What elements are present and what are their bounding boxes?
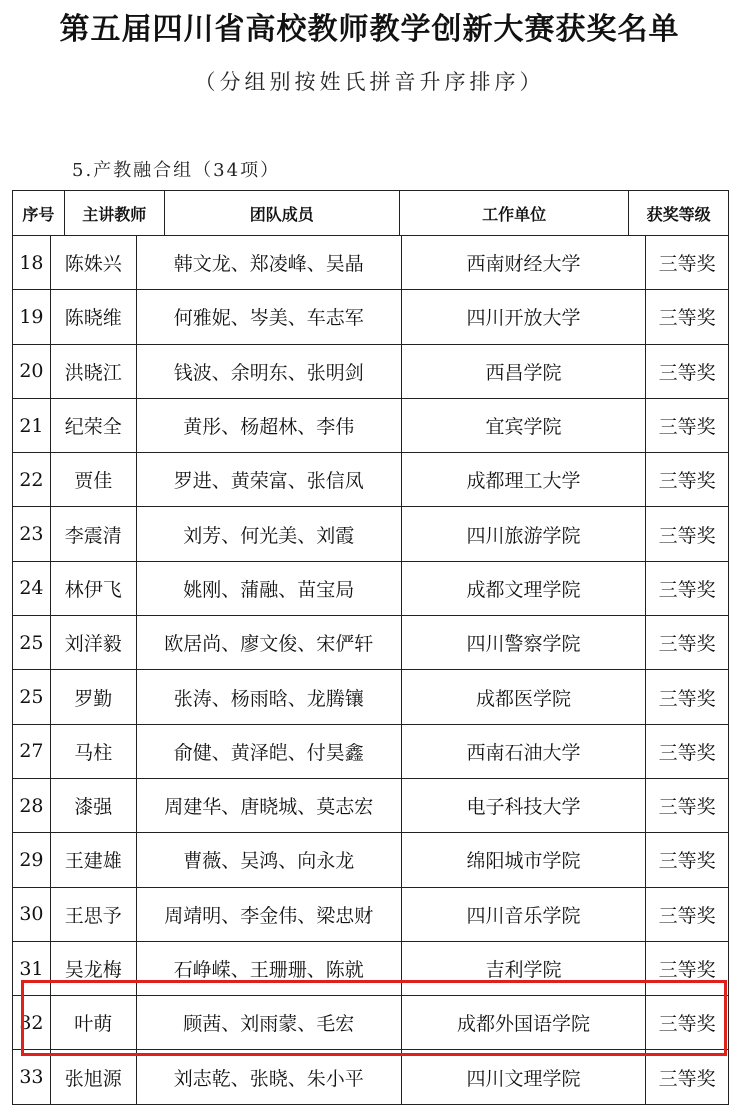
row-number: 23 xyxy=(13,507,51,560)
table-row xyxy=(13,725,728,779)
row-unit: 成都文理学院 xyxy=(402,562,646,615)
row-teacher: 王建雄 xyxy=(51,833,137,886)
row-number: 27 xyxy=(13,725,51,778)
table-row xyxy=(13,562,728,616)
row-team: 黄彤、杨超林、李伟 xyxy=(137,399,402,452)
header-no: 序号 xyxy=(13,191,65,235)
table-row xyxy=(13,670,728,724)
table-row xyxy=(13,996,728,1050)
row-number: 29 xyxy=(13,833,51,886)
row-number: 31 xyxy=(13,942,51,995)
row-team: 周建华、唐晓城、莫志宏 xyxy=(137,779,402,832)
row-team: 何雅妮、岑美、车志军 xyxy=(137,290,402,343)
row-team: 周靖明、李金伟、梁忠财 xyxy=(137,888,402,941)
row-team: 俞健、黄泽皑、付昊鑫 xyxy=(137,725,402,778)
row-teacher: 洪晓江 xyxy=(51,345,137,398)
row-teacher: 林伊飞 xyxy=(51,562,137,615)
row-teacher: 王思予 xyxy=(51,888,137,941)
row-number: 33 xyxy=(13,1050,51,1103)
table-row xyxy=(13,236,728,290)
row-teacher: 叶萌 xyxy=(51,996,137,1049)
table-row xyxy=(13,507,728,561)
table-header xyxy=(12,190,729,236)
row-number: 20 xyxy=(13,345,51,398)
row-teacher: 纪荣全 xyxy=(51,399,137,452)
award-table xyxy=(12,236,729,1105)
row-team: 曹薇、吴鸿、向永龙 xyxy=(137,833,402,886)
table-row xyxy=(13,779,728,833)
table-row xyxy=(13,453,728,507)
row-unit: 宜宾学院 xyxy=(402,399,646,452)
table-row xyxy=(13,290,728,344)
row-team: 刘芳、何光美、刘霞 xyxy=(137,507,402,560)
row-teacher: 贾佳 xyxy=(51,453,137,506)
row-award: 三等奖 xyxy=(658,1067,716,1090)
table-row xyxy=(13,345,728,399)
row-team: 张涛、杨雨晗、龙腾镶 xyxy=(137,670,402,723)
row-award: 三等奖 xyxy=(658,578,716,601)
row-team: 石峥嵘、王珊珊、陈就 xyxy=(137,942,402,995)
table-row xyxy=(13,833,728,887)
row-number: 30 xyxy=(13,888,51,941)
row-teacher: 刘洋毅 xyxy=(51,616,137,669)
row-award: 三等奖 xyxy=(658,904,716,927)
row-award: 三等奖 xyxy=(658,796,716,819)
row-teacher: 陈晓维 xyxy=(51,290,137,343)
row-award: 三等奖 xyxy=(658,524,716,547)
row-award: 三等奖 xyxy=(658,361,716,384)
row-award: 三等奖 xyxy=(658,307,716,330)
row-number: 28 xyxy=(13,779,51,832)
row-award: 三等奖 xyxy=(658,959,716,981)
row-unit: 四川旅游学院 xyxy=(402,507,646,560)
table-row xyxy=(13,888,728,942)
header-teacher: 主讲教师 xyxy=(65,191,165,235)
group-label: 5.产教融合组（34项） xyxy=(72,160,281,181)
row-team: 欧居尚、廖文俊、宋俨轩 xyxy=(137,616,402,669)
row-teacher: 陈姝兴 xyxy=(51,236,137,289)
row-teacher: 张旭源 xyxy=(51,1050,137,1103)
header-unit: 工作单位 xyxy=(400,191,629,235)
table-row xyxy=(13,399,728,453)
row-unit: 西南财经大学 xyxy=(402,236,646,289)
row-teacher: 漆强 xyxy=(51,779,137,832)
table-row xyxy=(13,616,728,670)
row-number: 25 xyxy=(13,670,51,723)
row-number: 21 xyxy=(13,399,51,452)
row-unit: 四川警察学院 xyxy=(402,616,646,669)
row-team: 罗进、黄荣富、张信凤 xyxy=(137,453,402,506)
row-award: 三等奖 xyxy=(658,1013,716,1036)
row-number: 32 xyxy=(13,996,51,1049)
row-team: 刘志乾、张晓、朱小平 xyxy=(137,1050,402,1103)
page-title: 第五届四川省高校教师教学创新大赛获奖名单 xyxy=(59,12,680,47)
row-number: 18 xyxy=(13,236,51,289)
row-teacher: 李震清 xyxy=(51,507,137,560)
row-teacher: 吴龙梅 xyxy=(51,942,137,995)
header-team: 团队成员 xyxy=(165,191,400,235)
row-unit: 西南石油大学 xyxy=(402,725,646,778)
row-award: 三等奖 xyxy=(658,633,716,656)
row-unit: 绵阳城市学院 xyxy=(402,833,646,886)
row-unit: 西昌学院 xyxy=(402,345,646,398)
row-unit: 成都理工大学 xyxy=(402,453,646,506)
row-unit: 四川开放大学 xyxy=(402,290,646,343)
row-number: 25 xyxy=(13,616,51,669)
row-award: 三等奖 xyxy=(658,850,716,873)
row-team: 顾茜、刘雨蒙、毛宏 xyxy=(137,996,402,1049)
row-number: 22 xyxy=(13,453,51,506)
row-unit: 成都外国语学院 xyxy=(402,996,646,1049)
row-award: 三等奖 xyxy=(658,687,716,710)
row-award: 三等奖 xyxy=(658,470,716,493)
page-subtitle: （分组别按姓氏拼音升序排序） xyxy=(194,70,545,94)
row-team: 韩文龙、郑凌峰、吴晶 xyxy=(137,236,402,289)
row-unit: 四川音乐学院 xyxy=(402,888,646,941)
table-row xyxy=(13,942,728,996)
row-award: 三等奖 xyxy=(658,741,716,764)
row-unit: 成都医学院 xyxy=(402,670,646,723)
row-unit: 四川文理学院 xyxy=(402,1050,646,1103)
row-number: 24 xyxy=(13,562,51,615)
row-unit: 电子科技大学 xyxy=(402,779,646,832)
row-team: 姚刚、蒲融、苗宝局 xyxy=(137,562,402,615)
row-teacher: 罗勤 xyxy=(51,670,137,723)
header-award: 获奖等级 xyxy=(646,204,711,224)
row-teacher: 马柱 xyxy=(51,725,137,778)
row-team: 钱波、余明东、张明剑 xyxy=(137,345,402,398)
row-award: 三等奖 xyxy=(658,253,716,276)
row-unit: 吉利学院 xyxy=(402,942,646,995)
row-number: 19 xyxy=(13,290,51,343)
row-award: 三等奖 xyxy=(658,416,716,439)
